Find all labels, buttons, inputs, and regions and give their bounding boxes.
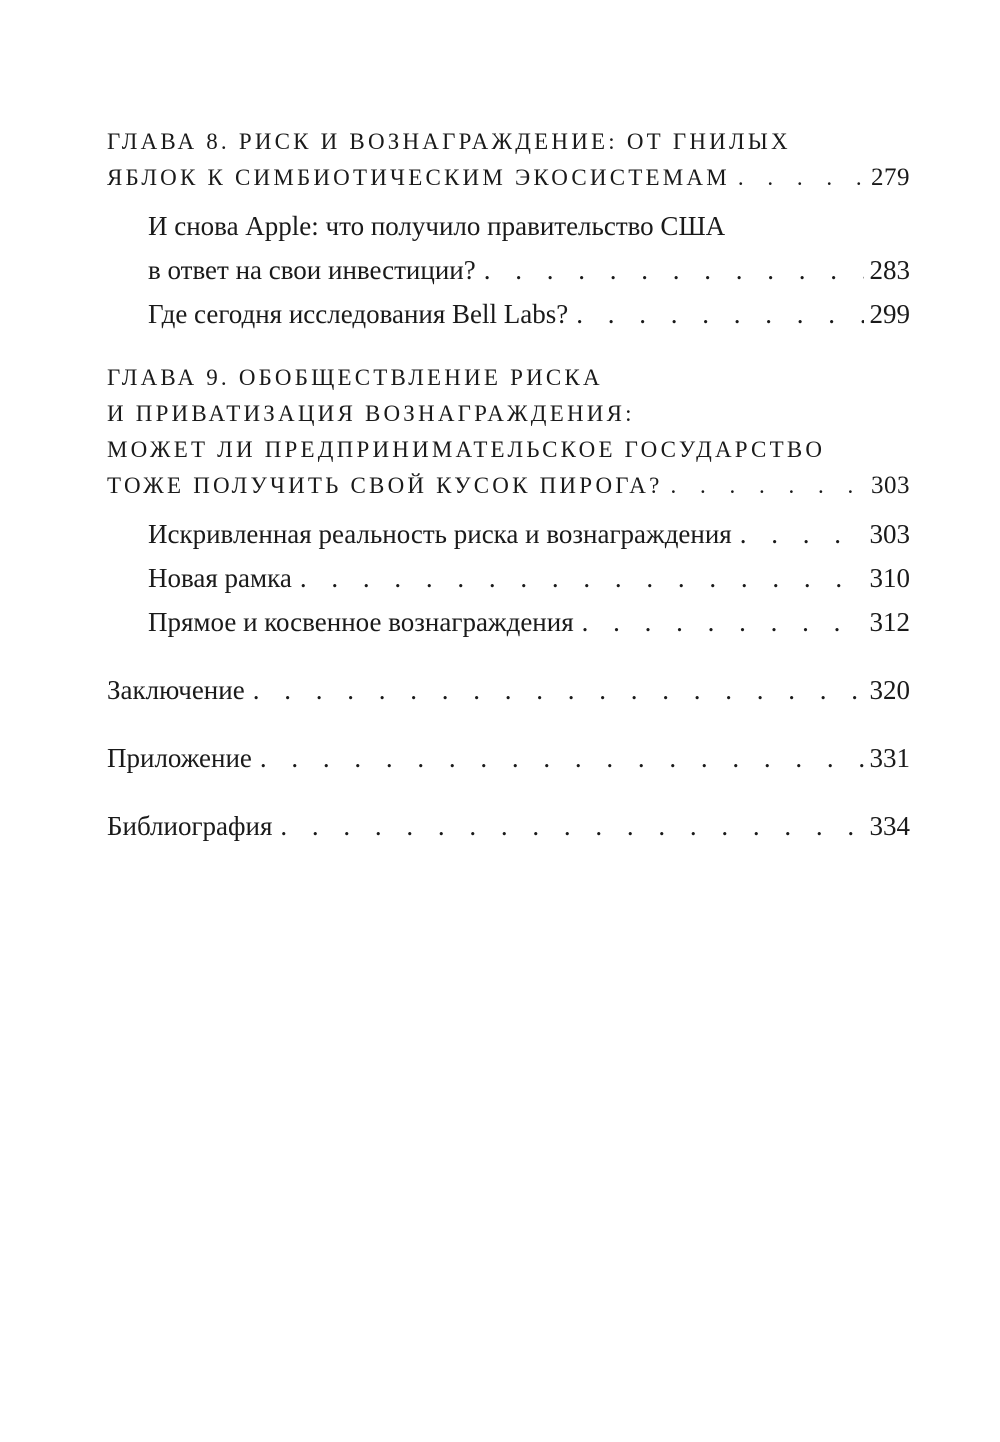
- dot-leader: [576, 292, 863, 336]
- section-direct-indirect-text: Прямое и косвенное вознаграждения: [148, 607, 574, 637]
- chapter-8-page-number: 279: [871, 164, 910, 191]
- section-apple-text-1: И снова Apple: что получило правительство США: [148, 211, 726, 241]
- bibliography-text: Библиография: [107, 811, 273, 841]
- section-bell-labs-page-number: 299: [869, 299, 910, 329]
- chapter-9-page-number: 303: [871, 472, 910, 499]
- section-new-frame-text: Новая рамка: [148, 563, 292, 593]
- chapter-9-title-text-3: МОЖЕТ ЛИ ПРЕДПРИНИМАТЕЛЬСКОЕ ГОСУДАРСТВО: [107, 437, 826, 462]
- section-direct-indirect-page-number: 312: [869, 607, 910, 637]
- section-distorted-reality-text: Искривленная реальность риска и вознаграждения: [148, 519, 732, 549]
- dot-leader: [260, 736, 864, 780]
- dot-leader: [253, 668, 864, 712]
- dot-leader: [740, 512, 864, 556]
- chapter-9-title-line-2: [107, 396, 910, 432]
- appendix-page-number: 331: [869, 743, 910, 773]
- toc-bibliography[interactable]: [107, 804, 910, 848]
- bibliography-page-number: 334: [869, 811, 910, 841]
- table-of-contents: [107, 124, 910, 848]
- section-distorted-reality-page-number: 303: [869, 519, 910, 549]
- chapter-9-title-line-3: [107, 432, 910, 468]
- section-bell-labs[interactable]: [107, 292, 910, 336]
- section-direct-indirect[interactable]: [107, 600, 910, 644]
- conclusion-text: Заключение: [107, 675, 245, 705]
- toc-chapter-9: [107, 360, 910, 644]
- section-apple-text-2: в ответ на свои инвестиции?: [148, 255, 476, 285]
- section-new-frame-page-number: 310: [869, 563, 910, 593]
- chapter-8-title-text-2: ЯБЛОК К СИМБИОТИЧЕСКИМ ЭКОСИСТЕМАМ: [107, 165, 730, 190]
- dot-leader: [738, 160, 865, 196]
- section-apple-page-number: 283: [869, 255, 910, 285]
- appendix-text: Приложение: [107, 743, 252, 773]
- dot-leader: [300, 556, 864, 600]
- section-apple-line-1: [107, 204, 910, 248]
- toc-appendix[interactable]: [107, 736, 910, 780]
- chapter-8-title-line-2[interactable]: [107, 160, 910, 196]
- dot-leader: [582, 600, 864, 644]
- section-apple-line-2[interactable]: [107, 248, 910, 292]
- section-bell-labs-text: Где сегодня исследования Bell Labs?: [148, 299, 569, 329]
- chapter-8-title-text-1: ГЛАВА 8. РИСК И ВОЗНАГРАЖДЕНИЕ: ОТ ГНИЛЫХ: [107, 129, 791, 154]
- toc-conclusion[interactable]: [107, 668, 910, 712]
- chapter-9-title-text-4: ТОЖЕ ПОЛУЧИТЬ СВОЙ КУСОК ПИРОГА?: [107, 473, 663, 498]
- chapter-8-title-line-1: [107, 124, 910, 160]
- conclusion-page-number: 320: [869, 675, 910, 705]
- chapter-9-title-text-1: ГЛАВА 9. ОБОБЩЕСТВЛЕНИЕ РИСКА: [107, 365, 603, 390]
- chapter-9-title-text-2: И ПРИВАТИЗАЦИЯ ВОЗНАГРАЖДЕНИЯ:: [107, 401, 635, 426]
- dot-leader: [484, 248, 864, 292]
- section-distorted-reality[interactable]: [107, 512, 910, 556]
- toc-chapter-8: [107, 124, 910, 336]
- dot-leader: [280, 804, 863, 848]
- section-new-frame[interactable]: [107, 556, 910, 600]
- chapter-9-title-line-1: [107, 360, 910, 396]
- chapter-9-title-line-4[interactable]: [107, 468, 910, 504]
- dot-leader: [670, 468, 865, 504]
